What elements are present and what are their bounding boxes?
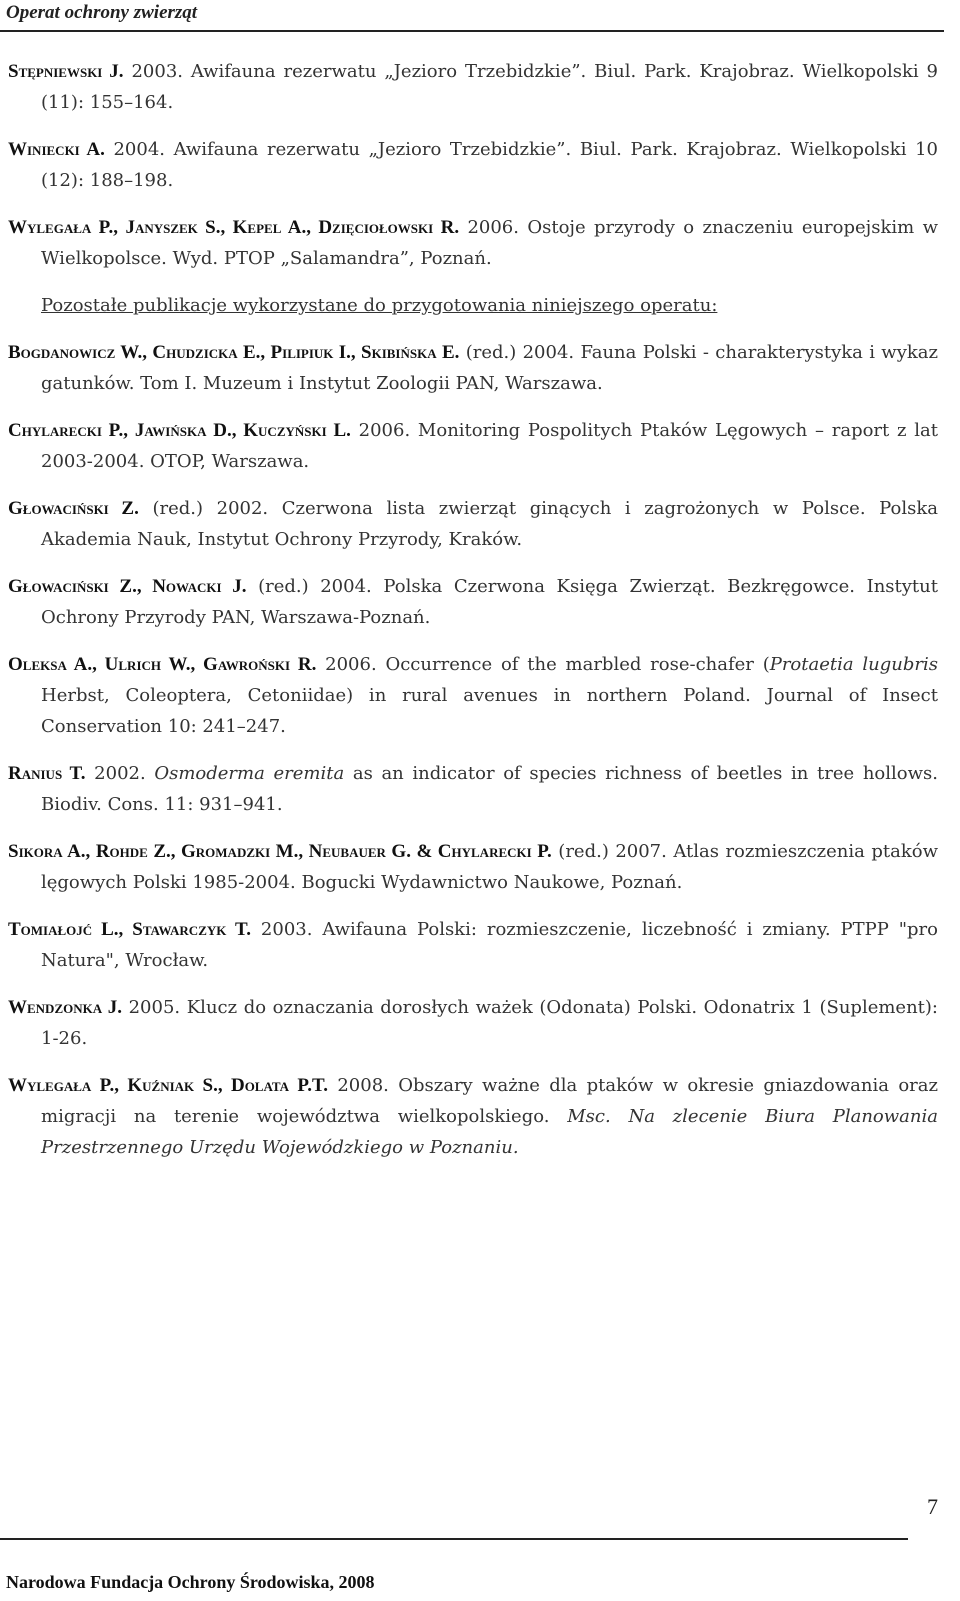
reference-authors: Ranius T. [8,763,86,784]
reference-authors: Głowaciński Z. [8,498,139,519]
reference-authors: Wylegała P., Janyszek S., Kepel A., Dzięciołowski R. [8,217,460,238]
reference-italic: Osmoderma eremita [154,763,345,784]
reference-text: 2005. Klucz do oznaczania dorosłych ważek (Odonata) Polski. Odonatrix 1 (Suplement): 1-26. [41,997,938,1049]
reference-list [8,56,938,1179]
reference-entry [8,1070,938,1163]
reference-authors: Wendzonka J. [8,997,122,1018]
references-top [8,56,938,274]
reference-entry [8,836,938,898]
reference-entry [8,134,938,196]
reference-entry [8,493,938,555]
references-other [8,337,938,1163]
reference-italic: Protaetia lugubris [769,654,938,675]
reference-authors: Głowaciński Z., Nowacki J. [8,576,247,597]
reference-authors: Chylarecki P., Jawińska D., Kuczyński L. [8,420,351,441]
header-rule [0,30,944,32]
reference-text: 2003. Awifauna rezerwatu „Jezioro Trzebidzkie”. Biul. Park. Krajobraz. Wielkopolski 9 (11): 155–164. [41,61,938,113]
page-number: 7 [927,1494,938,1519]
reference-text: 2004. Awifauna rezerwatu „Jezioro Trzebidzkie”. Biul. Park. Krajobraz. Wielkopolski 10 (12): 188–198. [41,139,938,191]
reference-text: (red.) 2004. Fauna Polski - charakterystyka i wykaz gatunków. Tom I. Muzeum i Instytut Zoologii PAN, Warszawa. [41,342,938,394]
reference-text-continued: as an indicator of species richness of beetles in tree hollows. Biodiv. Cons. 11: 931–941. [41,763,938,815]
reference-authors: Tomiałojć L., Stawarczyk T. [8,919,251,940]
reference-entry [8,212,938,274]
reference-authors: Bogdanowicz W., Chudzicka E., Pilipiuk I., Skibińska E. [8,342,460,363]
reference-entry [8,571,938,633]
reference-authors: Sikora A., Rohde Z., Gromadzki M., Neubauer G. & Chylarecki P. [8,841,552,862]
reference-authors: Oleksa A., Ulrich W., Gawroński R. [8,654,317,675]
reference-text: (red.) 2007. Atlas rozmieszczenia ptaków lęgowych Polski 1985-2004. Bogucki Wydawnictwo Naukowe, Poznań. [41,841,938,893]
reference-text: 2006. Occurrence of the marbled rose-chafer ( [316,654,770,675]
reference-text: 2006. Ostoje przyrody o znaczeniu europejskim w Wielkopolsce. Wyd. PTOP „Salamandra”, Poznań. [41,217,939,269]
reference-italic: Msc. Na zlecenie Biura Planowania Przestrzennego Urzędu Wojewódzkiego w Poznaniu. [41,1106,938,1158]
reference-entry [8,649,938,742]
reference-text: (red.) 2004. Polska Czerwona Księga Zwierząt. Bezkręgowce. Instytut Ochrony Przyrody PAN, Warszawa-Poznań. [41,576,938,628]
reference-authors: Stępniewski J. [8,61,124,82]
footer-text: Narodowa Fundacja Ochrony Środowiska, 2008 [6,1572,375,1592]
reference-text: (red.) 2002. Czerwona lista zwierząt ginących i zagrożonych w Polsce. Polska Akademia Nauk, Instytut Ochrony Przyrody, Kraków. [41,498,939,550]
reference-authors: Wylegała P., Kuźniak S., Dolata P.T. [8,1075,328,1096]
reference-text: 2002. [85,763,155,784]
reference-entry [8,56,938,118]
reference-entry [8,337,938,399]
page-header [0,0,960,30]
header-title: Operat ochrony zwierząt [6,2,198,23]
reference-entry [8,758,938,820]
reference-text: 2008. Obszary ważne dla ptaków w okresie gniazdowania oraz migracji na terenie województwa wielkopolskiego. [41,1075,938,1127]
reference-entry [8,415,938,477]
reference-text: 2003. Awifauna Polski: rozmieszczenie, liczebność i zmiany. PTPP "pro Natura", Wrocław. [41,919,938,971]
reference-text: 2006. Monitoring Pospolitych Ptaków Lęgowych – raport z lat 2003-2004. OTOP, Warszawa. [41,420,938,472]
reference-authors: Winiecki A. [8,139,105,160]
reference-entry [8,992,938,1054]
reference-text-continued: Herbst, Coleoptera, Cetoniidae) in rural avenues in northern Poland. Journal of Insect Conservation 10: 241–247. [41,685,938,737]
section-heading: Pozostałe publikacje wykorzystane do przygotowania niniejszego operatu: [41,295,718,316]
footer-rule [0,1538,908,1540]
reference-entry [8,914,938,976]
